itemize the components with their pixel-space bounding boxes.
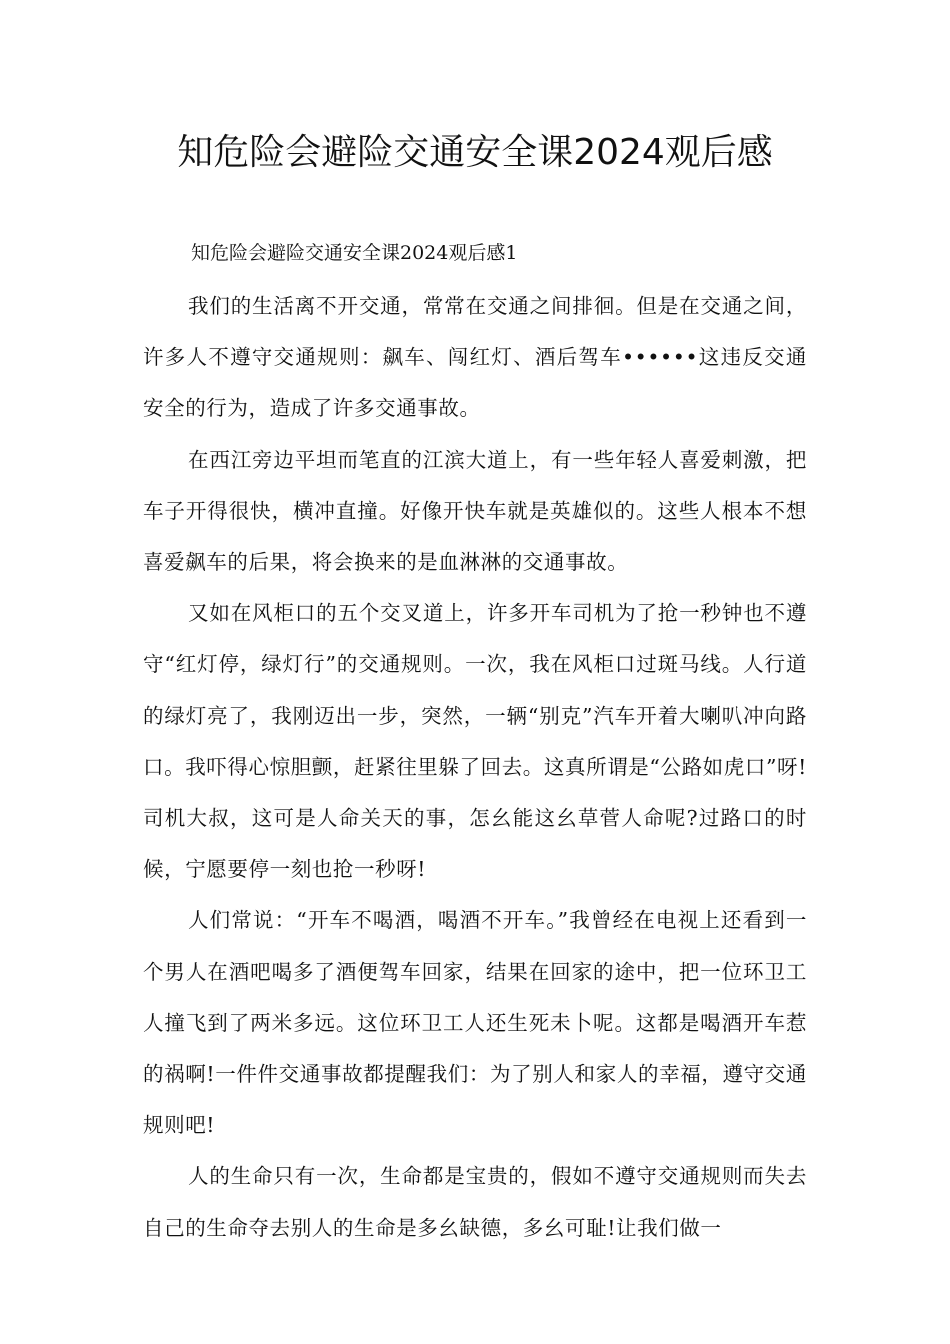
section-subheading: 知危险会避险交通安全课2024观后感1: [191, 242, 518, 264]
paragraph: 人们常说：“开车不喝酒，喝酒不开车。”我曾经在电视上还看到一个男人在酒吧喝多了酒便驾车回家，结果在回家的途中，把一位环卫工人撞飞到了两米多远。这位环卫工人还生死未卜呢。这都是喝酒开车惹的祸啊!一件件交通事故都提醒我们：为了别人和家人的幸福，遵守交通规则吧!: [143, 908, 807, 1138]
document-body: [143, 233, 807, 1254]
paragraph: 我们的生活离不开交通，常常在交通之间排徊。但是在交通之间，许多人不遵守交通规则：飙车、闯红灯、酒后驾车••••••这违反交通安全的行为，造成了许多交通事故。: [143, 294, 807, 421]
paragraph: 人的生命只有一次，生命都是宝贵的，假如不遵守交通规则而失去自己的生命夺去别人的生命是多幺缺德，多幺可耻!让我们做一: [143, 1164, 807, 1240]
paragraph: 在西江旁边平坦而笔直的江滨大道上，有一些年轻人喜爱刺激，把车子开得很快，横冲直撞。好像开快车就是英雄似的。这些人根本不想喜爱飙车的后果，将会换来的是血淋淋的交通事故。: [143, 447, 807, 575]
paragraph: 又如在风柜口的五个交叉道上，许多开车司机为了抢一秒钟也不遵守“红灯停，绿灯行”的交通规则。一次，我在风柜口过斑马线。人行道的绿灯亮了，我刚迈出一步，突然，一辆“别克”汽车开着大喇叭冲向路口。我吓得心惊胆颤，赶紧往里躲了回去。这真所谓是“公路如虎口”呀!司机大叔，这可是人命关天的事，怎幺能这幺草菅人命呢?过路口的时候，宁愿要停一刻也抢一秒呀!: [143, 601, 807, 882]
document-title: 知危险会避险交通安全课2024观后感: [177, 132, 773, 173]
